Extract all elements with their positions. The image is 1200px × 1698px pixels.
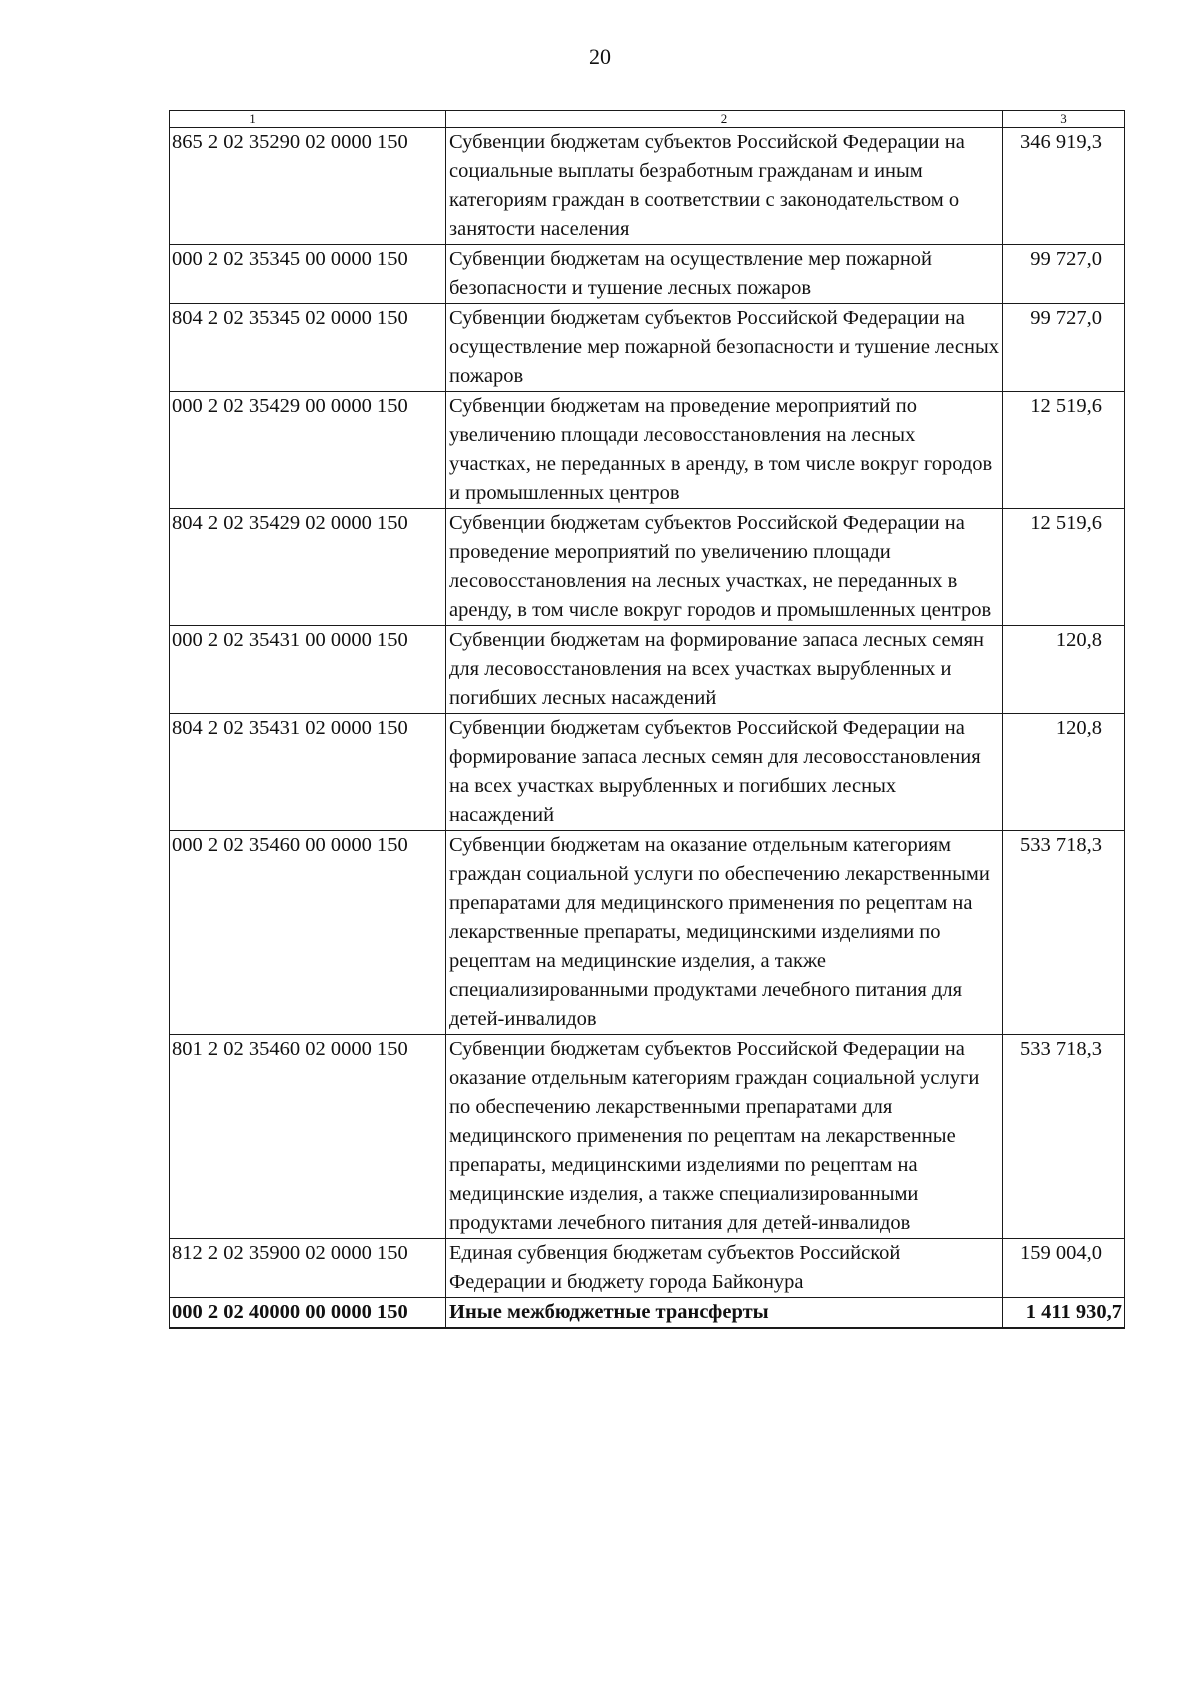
table-row: [170, 304, 1125, 392]
amount-cell: 346 919,3: [1003, 128, 1125, 245]
budget-code-cell: 804 2 02 35345 02 0000 150: [170, 304, 446, 392]
income-name-cell: Субвенции бюджетам на формирование запаса лесных семян для лесовосстановления на всех участках вырубленных и погибших лесных насаждений: [446, 626, 1003, 714]
budget-code-cell: 801 2 02 35460 02 0000 150: [170, 1035, 446, 1239]
budget-code-cell: 000 2 02 35345 00 0000 150: [170, 245, 446, 304]
table-row: [170, 509, 1125, 626]
total-amount-cell: 1 411 930,7: [1003, 1298, 1125, 1329]
budget-code-cell: 000 2 02 35431 00 0000 150: [170, 626, 446, 714]
amount-cell: 533 718,3: [1003, 831, 1125, 1035]
table-row: [170, 831, 1125, 1035]
total-name-cell: Иные межбюджетные трансферты: [446, 1298, 1003, 1329]
table-row: [170, 626, 1125, 714]
income-name-cell: Субвенции бюджетам субъектов Российской Федерации на формирование запаса лесных семян для лесовосстановления на всех участках вырубленных и погибших лесных насаждений: [446, 714, 1003, 831]
income-name-cell: Субвенции бюджетам субъектов Российской Федерации на социальные выплаты безработным гражданам и иным категориям граждан в соответствии с законодательством о занятости населения: [446, 128, 1003, 245]
amount-cell: 120,8: [1003, 714, 1125, 831]
budget-code-cell: 812 2 02 35900 02 0000 150: [170, 1239, 446, 1298]
amount-cell: 12 519,6: [1003, 392, 1125, 509]
total-row: [170, 1298, 1125, 1329]
income-name-cell: Субвенции бюджетам субъектов Российской Федерации на проведение мероприятий по увеличению площади лесовосстановления на лесных участках, не переданных в аренду, в том числе вокруг городов и промышленных центров: [446, 509, 1003, 626]
table-row: [170, 392, 1125, 509]
column-number-row: [170, 111, 1125, 128]
budget-code-cell: 000 2 02 35429 00 0000 150: [170, 392, 446, 509]
income-name-cell: Субвенции бюджетам субъектов Российской Федерации на оказание отдельным категориям граждан социальной услуги по обеспечению лекарственными препаратами для медицинского применения по рецептам на лекарственные препараты, медицинскими изделиями по рецептам на медицинские изделия, а также специализированными продуктами лечебного питания для детей-инвалидов: [446, 1035, 1003, 1239]
budget-code-cell: 804 2 02 35429 02 0000 150: [170, 509, 446, 626]
column-number-header: 3: [1003, 111, 1125, 128]
amount-cell: 12 519,6: [1003, 509, 1125, 626]
amount-cell: 159 004,0: [1003, 1239, 1125, 1298]
budget-code-cell: 000 2 02 35460 00 0000 150: [170, 831, 446, 1035]
income-name-cell: Субвенции бюджетам субъектов Российской Федерации на осуществление мер пожарной безопасности и тушение лесных пожаров: [446, 304, 1003, 392]
income-name-cell: Субвенции бюджетам на оказание отдельным категориям граждан социальной услуги по обеспечению лекарственными препаратами для медицинского применения по рецептам на лекарственные препараты, медицинскими изделиями по рецептам на медицинские изделия, а также специализированными продуктами лечебного питания для детей-инвалидов: [446, 831, 1003, 1035]
budget-code-cell: 804 2 02 35431 02 0000 150: [170, 714, 446, 831]
column-number-header: 1: [170, 111, 446, 128]
income-name-cell: Единая субвенция бюджетам субъектов Российской Федерации и бюджету города Байконура: [446, 1239, 1003, 1298]
total-code-cell: 000 2 02 40000 00 0000 150: [170, 1298, 446, 1329]
amount-cell: 120,8: [1003, 626, 1125, 714]
page-number: 20: [589, 44, 611, 69]
budget-table: [169, 110, 1125, 1329]
table-row: [170, 1035, 1125, 1239]
table-row: [170, 245, 1125, 304]
column-number-header: 2: [446, 111, 1003, 128]
amount-cell: 533 718,3: [1003, 1035, 1125, 1239]
income-name-cell: Субвенции бюджетам на осуществление мер пожарной безопасности и тушение лесных пожаров: [446, 245, 1003, 304]
amount-cell: 99 727,0: [1003, 245, 1125, 304]
table-row: [170, 128, 1125, 245]
amount-cell: 99 727,0: [1003, 304, 1125, 392]
table-row: [170, 1239, 1125, 1298]
table-row: [170, 714, 1125, 831]
budget-code-cell: 865 2 02 35290 02 0000 150: [170, 128, 446, 245]
income-name-cell: Субвенции бюджетам на проведение мероприятий по увеличению площади лесовосстановления на лесных участках, не переданных в аренду, в том числе вокруг городов и промышленных центров: [446, 392, 1003, 509]
